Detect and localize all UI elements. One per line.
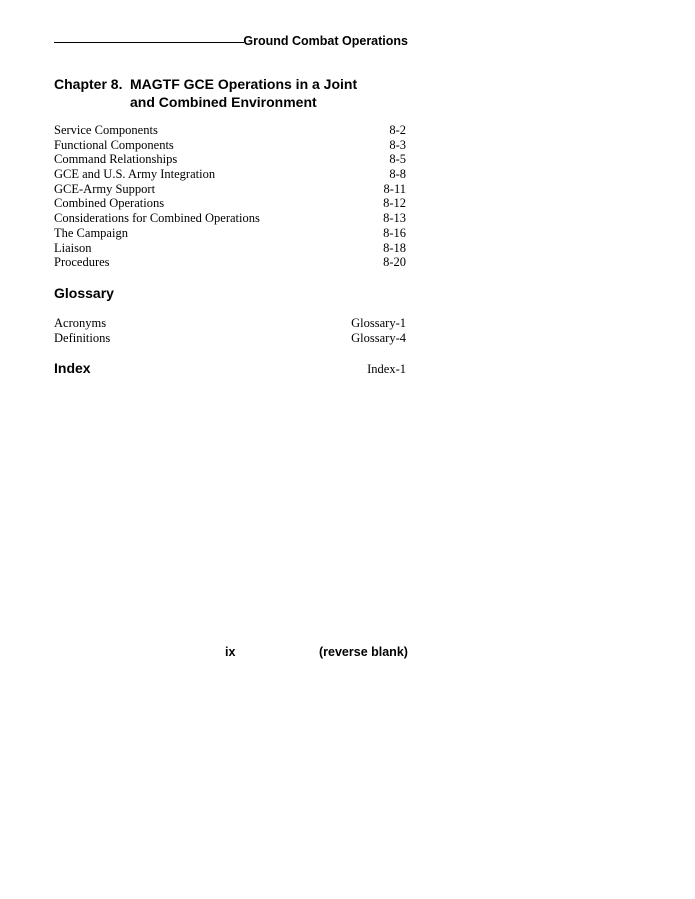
toc-entry-page: 8-20 — [383, 255, 406, 270]
toc-row[interactable] — [54, 255, 406, 270]
toc-row[interactable] — [54, 182, 406, 197]
toc-entry-title: Acronyms — [54, 316, 107, 330]
toc-entry-page: 8-2 — [389, 123, 406, 137]
chapter-heading — [54, 75, 434, 111]
toc-entry-page: 8-5 — [389, 152, 406, 167]
toc-entry-title: Functional Components — [54, 137, 174, 152]
toc-row[interactable] — [54, 167, 406, 182]
index-page: Index-1 — [367, 362, 406, 376]
toc-entry-title: Liaison — [54, 240, 92, 255]
index-heading: Index — [54, 360, 91, 376]
toc-entry-page: Glossary-4 — [351, 330, 406, 345]
running-header — [54, 34, 408, 52]
toc-row[interactable] — [54, 316, 406, 331]
toc-entry-title: GCE and U.S. Army Integration — [54, 167, 216, 182]
toc-entry-title: Definitions — [54, 330, 111, 345]
toc-row[interactable] — [54, 123, 406, 138]
toc-entry-page: 8-11 — [383, 181, 406, 196]
toc-entry-page: 8-16 — [383, 225, 406, 240]
toc-entry-title: GCE-Army Support — [54, 181, 156, 196]
toc-row[interactable] — [54, 331, 406, 346]
toc-row[interactable] — [54, 211, 406, 226]
glossary-heading: Glossary — [54, 285, 114, 301]
toc-entry-page: Glossary-1 — [351, 316, 406, 330]
glossary-toc — [54, 316, 406, 345]
toc-row[interactable] — [54, 138, 406, 153]
index-entry[interactable] — [54, 360, 406, 377]
footer-note: (reverse blank) — [319, 645, 408, 659]
chapter-title-line1: MAGTF GCE Operations in a Joint — [130, 76, 358, 92]
toc-entry-page: 8-8 — [389, 167, 406, 182]
header-title: Ground Combat Operations — [243, 34, 408, 48]
toc-entry-title: Combined Operations — [54, 196, 165, 211]
toc-entry-page: 8-13 — [383, 211, 406, 226]
toc-entry-page: 8-18 — [383, 240, 406, 255]
toc-entry-title: Command Relationships — [54, 152, 178, 167]
toc-entry-page: 8-12 — [383, 196, 406, 211]
toc-entry-title: Procedures — [54, 255, 110, 270]
footer-page-number: ix — [225, 645, 236, 659]
chapter-toc — [54, 123, 406, 270]
toc-entry-page: 8-3 — [389, 137, 406, 152]
chapter-number: Chapter 8. — [54, 76, 123, 92]
chapter-title-line2: and Combined Environment — [130, 94, 317, 110]
toc-entry-title: The Campaign — [54, 225, 128, 240]
toc-row[interactable] — [54, 226, 406, 241]
toc-entry-title: Service Components — [54, 123, 158, 137]
toc-entry-title: Considerations for Combined Operations — [54, 211, 260, 226]
toc-row[interactable] — [54, 241, 406, 256]
toc-row[interactable] — [54, 196, 406, 211]
toc-row[interactable] — [54, 152, 406, 167]
header-rule — [54, 42, 244, 43]
